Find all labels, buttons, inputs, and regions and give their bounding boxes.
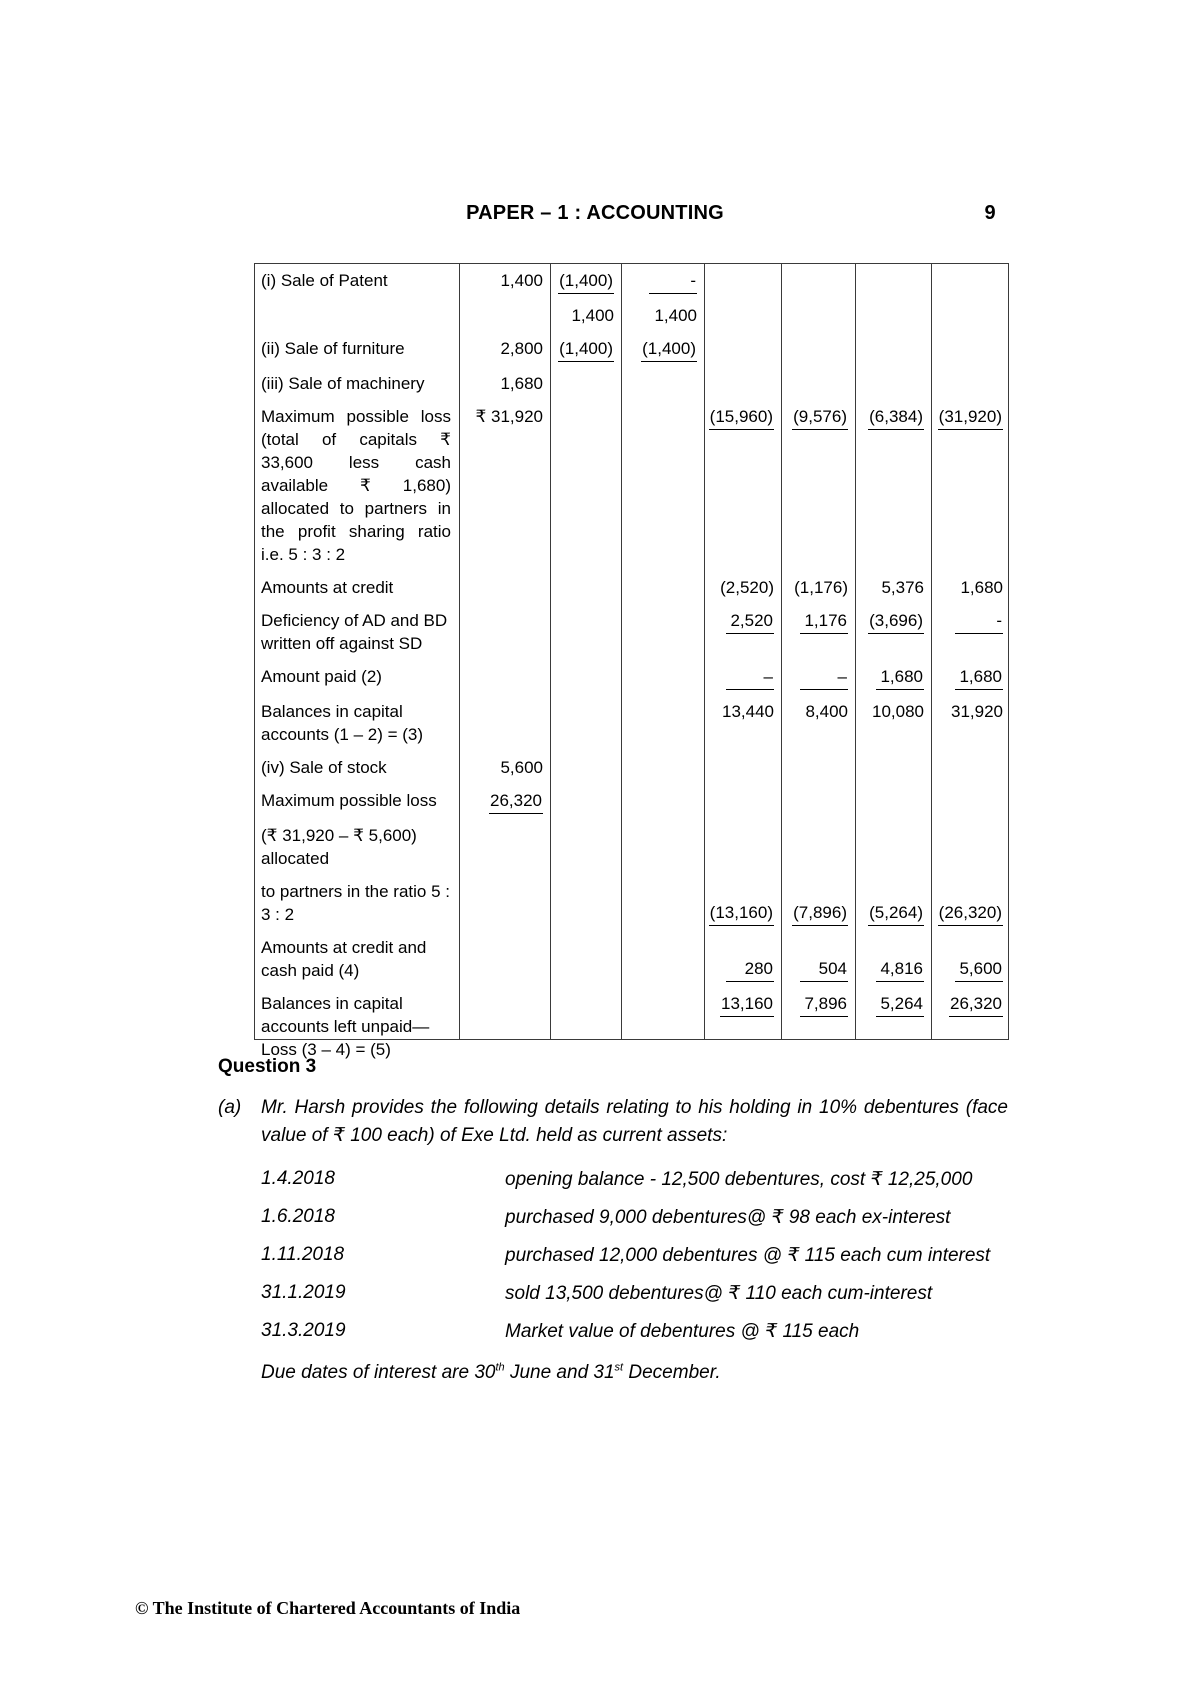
row-label: (i) Sale of Patent: [261, 271, 388, 290]
value-cell: [621, 756, 704, 779]
value-cell: [704, 269, 781, 294]
value-cell: [931, 936, 1010, 982]
value-cell: [855, 700, 931, 746]
amount: (6,384): [868, 405, 924, 430]
amount: (1,400): [558, 269, 614, 294]
amount: 1,680: [500, 374, 543, 393]
amount: (1,176): [794, 578, 848, 597]
value-cell: [459, 824, 550, 870]
table-row: [255, 304, 1008, 327]
amount: (13,160): [709, 901, 774, 926]
amount: (26,320): [938, 901, 1003, 926]
value-cell: [855, 609, 931, 655]
table-rows: [255, 264, 1008, 1061]
table-row: [255, 337, 1008, 362]
amount: 1,176: [800, 609, 848, 634]
value-cell: [459, 700, 550, 746]
value-cell: [550, 756, 621, 779]
value-cell: [931, 756, 1010, 779]
amount: (31,920): [938, 405, 1003, 430]
amount: 4,816: [876, 957, 924, 982]
value-cell: [855, 269, 931, 294]
transaction-date: 1.11.2018: [261, 1244, 345, 1265]
amount: ₹ 31,920: [475, 407, 543, 426]
amount: -: [649, 269, 697, 294]
amount: 8,400: [805, 702, 848, 721]
amount: 280: [726, 957, 774, 982]
value-cell: [459, 665, 550, 690]
transaction-item: [261, 1206, 1021, 1244]
amount: (7,896): [792, 901, 848, 926]
transaction-date: 31.1.2019: [261, 1282, 346, 1303]
row-label: to partners in the ratio 5 : 3 : 2: [261, 882, 450, 924]
table-row: [255, 372, 1008, 395]
amount: (2,520): [720, 578, 774, 597]
value-cell: [459, 372, 550, 395]
value-cell: [459, 405, 550, 566]
value-cell: [855, 756, 931, 779]
value-cell: [704, 824, 781, 870]
table-row: [255, 665, 1008, 690]
value-cell: [931, 337, 1010, 362]
page-number: 9: [984, 202, 996, 224]
value-cell: [781, 700, 855, 746]
value-cell: [459, 576, 550, 599]
value-cell: [459, 880, 550, 926]
amount: 5,376: [881, 578, 924, 597]
amount: –: [800, 665, 848, 690]
footer-copyright: © The Institute of Chartered Accountants of India: [135, 1598, 521, 1618]
value-cell: [931, 405, 1010, 566]
value-cell: [781, 576, 855, 599]
value-cell: [931, 372, 1010, 395]
row-label: Maximum possible loss: [261, 791, 437, 810]
value-cell: [704, 880, 781, 926]
value-cell: [621, 304, 704, 327]
ordinal-suffix: th: [495, 1361, 505, 1374]
amount: 26,320: [949, 992, 1003, 1017]
value-cell: [931, 269, 1010, 294]
value-cell: [855, 304, 931, 327]
value-cell: [621, 405, 704, 566]
question-part-label: (a): [218, 1097, 242, 1118]
value-cell: [855, 665, 931, 690]
transaction-desc: purchased 12,000 debentures @ ₹ 115 each cum interest: [505, 1245, 991, 1266]
value-cell: [621, 337, 704, 362]
transaction-item: [261, 1282, 1021, 1320]
row-label: Balances in capital accounts left unpaid— Loss (3 – 4) = (5): [261, 994, 430, 1059]
value-cell: [704, 337, 781, 362]
value-cell: [550, 665, 621, 690]
value-cell: [459, 304, 550, 327]
value-cell: [459, 756, 550, 779]
row-label: Amounts at credit and cash paid (4): [261, 938, 427, 980]
amount: –: [726, 665, 774, 690]
value-cell: [781, 372, 855, 395]
value-cell: [704, 700, 781, 746]
value-cell: [781, 609, 855, 655]
value-cell: [621, 824, 704, 870]
amount: 31,920: [951, 702, 1003, 721]
amount: (9,576): [792, 405, 848, 430]
value-cell: [931, 992, 1010, 1061]
row-label: Maximum possible loss (total of capitals ₹ 33,600 less cash available ₹ 1,680) allocated to partners in the profit sharing ratio i.e. 5 : 3 : 2: [261, 407, 451, 564]
amount: 13,160: [720, 992, 774, 1017]
transaction-item: [261, 1320, 1021, 1358]
value-cell: [704, 372, 781, 395]
value-cell: [704, 936, 781, 982]
value-cell: [781, 405, 855, 566]
value-cell: [931, 304, 1010, 327]
row-label: [255, 304, 459, 327]
value-cell: [781, 337, 855, 362]
row-label: Amount paid (2): [261, 667, 382, 686]
table-row: [255, 880, 1008, 926]
value-cell: [855, 936, 931, 982]
value-cell: [855, 992, 931, 1061]
table-row: [255, 405, 1008, 566]
value-cell: [781, 936, 855, 982]
value-cell: [550, 880, 621, 926]
value-cell: [550, 372, 621, 395]
value-cell: [855, 880, 931, 926]
row-label: (ii) Sale of furniture: [261, 339, 405, 358]
value-cell: [621, 700, 704, 746]
value-cell: [855, 372, 931, 395]
value-cell: [550, 992, 621, 1061]
table-row: [255, 936, 1008, 982]
value-cell: [550, 405, 621, 566]
value-cell: [621, 665, 704, 690]
row-label: (iii) Sale of machinery: [261, 374, 425, 393]
transaction-date: 31.3.2019: [261, 1320, 346, 1341]
due-note-text: Due dates of interest are 30: [261, 1362, 496, 1383]
value-cell: [621, 789, 704, 814]
table-row: [255, 992, 1008, 1061]
due-note-text: June and 31: [504, 1362, 615, 1383]
value-cell: [459, 789, 550, 814]
value-cell: [704, 665, 781, 690]
amount: 1,400: [500, 271, 543, 290]
page-title: PAPER – 1 : ACCOUNTING: [466, 202, 724, 224]
ordinal-suffix: st: [614, 1361, 624, 1374]
amount: 5,600: [955, 957, 1003, 982]
table-row: [255, 576, 1008, 599]
value-cell: [621, 936, 704, 982]
value-cell: [550, 824, 621, 870]
value-cell: [781, 269, 855, 294]
value-cell: [704, 405, 781, 566]
row-label: (₹ 31,920 – ₹ 5,600) allocated: [261, 826, 417, 868]
transaction-list: [261, 1168, 1021, 1358]
amount: 26,320: [489, 789, 543, 814]
value-cell: [550, 789, 621, 814]
row-label: Deficiency of AD and BD written off against SD: [261, 611, 448, 653]
question-heading: Question 3: [218, 1056, 317, 1077]
amount: (1,400): [641, 337, 697, 362]
transaction-item: [261, 1168, 1021, 1206]
value-cell: [781, 665, 855, 690]
value-cell: [931, 789, 1010, 814]
amount: 1,680: [876, 665, 924, 690]
value-cell: [931, 824, 1010, 870]
amount: (3,696): [868, 609, 924, 634]
value-cell: [931, 880, 1010, 926]
question-intro: Mr. Harsh provides the following details relating to his holding in 10% debentures (face value of ₹ 100 each) of Exe Ltd. held as current assets:: [261, 1097, 1008, 1146]
value-cell: [781, 824, 855, 870]
row-label: (iv) Sale of stock: [261, 758, 387, 777]
question-paragraph: [218, 1094, 1008, 1150]
amount: 1,400: [654, 306, 697, 325]
table-row: [255, 269, 1008, 294]
value-cell: [855, 576, 931, 599]
value-cell: [781, 880, 855, 926]
amount: 7,896: [800, 992, 848, 1017]
due-note-text: December.: [623, 1362, 721, 1383]
row-label: Balances in capital accounts (1 – 2) = (3): [261, 702, 424, 744]
allocation-table: [254, 263, 1009, 1059]
transaction-desc: opening balance - 12,500 debentures, cost ₹ 12,25,000: [505, 1169, 973, 1190]
amount: 2,520: [726, 609, 774, 634]
value-cell: [621, 880, 704, 926]
value-cell: [550, 304, 621, 327]
value-cell: [621, 372, 704, 395]
row-label: Amounts at credit: [261, 578, 394, 597]
table-row: [255, 609, 1008, 655]
amount: 504: [800, 957, 848, 982]
value-cell: [621, 609, 704, 655]
value-cell: [550, 269, 621, 294]
amount: 1,680: [955, 665, 1003, 690]
value-cell: [704, 304, 781, 327]
amount: 1,680: [960, 578, 1003, 597]
transaction-item: [261, 1244, 1021, 1282]
value-cell: [704, 992, 781, 1061]
table-row: [255, 789, 1008, 814]
value-cell: [781, 992, 855, 1061]
transaction-desc: Market value of debentures @ ₹ 115 each: [505, 1321, 860, 1342]
value-cell: [459, 936, 550, 982]
transaction-date: 1.6.2018: [261, 1206, 335, 1227]
value-cell: [781, 304, 855, 327]
value-cell: [704, 576, 781, 599]
value-cell: [704, 789, 781, 814]
value-cell: [550, 936, 621, 982]
value-cell: [621, 992, 704, 1061]
value-cell: [781, 756, 855, 779]
value-cell: [550, 337, 621, 362]
value-cell: [931, 576, 1010, 599]
transaction-desc: sold 13,500 debentures@ ₹ 110 each cum-interest: [505, 1283, 933, 1304]
amount: (1,400): [558, 337, 614, 362]
value-cell: [931, 665, 1010, 690]
amount: -: [955, 609, 1003, 634]
value-cell: [621, 576, 704, 599]
value-cell: [855, 789, 931, 814]
table-row: [255, 824, 1008, 870]
value-cell: [459, 992, 550, 1061]
value-cell: [550, 700, 621, 746]
value-cell: [704, 756, 781, 779]
value-cell: [704, 609, 781, 655]
value-cell: [459, 609, 550, 655]
value-cell: [931, 700, 1010, 746]
due-note: [261, 1362, 721, 1384]
table-row: [255, 756, 1008, 779]
value-cell: [931, 609, 1010, 655]
transaction-desc: purchased 9,000 debentures@ ₹ 98 each ex-interest: [505, 1207, 951, 1228]
value-cell: [459, 269, 550, 294]
transaction-date: 1.4.2018: [261, 1168, 335, 1189]
amount: (15,960): [709, 405, 774, 430]
amount: 5,264: [876, 992, 924, 1017]
amount: 5,600: [500, 758, 543, 777]
table-row: [255, 700, 1008, 746]
amount: 10,080: [872, 702, 924, 721]
value-cell: [459, 337, 550, 362]
amount: (5,264): [868, 901, 924, 926]
amount: 13,440: [722, 702, 774, 721]
value-cell: [855, 824, 931, 870]
value-cell: [550, 576, 621, 599]
amount: 2,800: [500, 339, 543, 358]
value-cell: [781, 789, 855, 814]
value-cell: [621, 269, 704, 294]
amount: 1,400: [571, 306, 614, 325]
value-cell: [550, 609, 621, 655]
value-cell: [855, 405, 931, 566]
value-cell: [855, 337, 931, 362]
